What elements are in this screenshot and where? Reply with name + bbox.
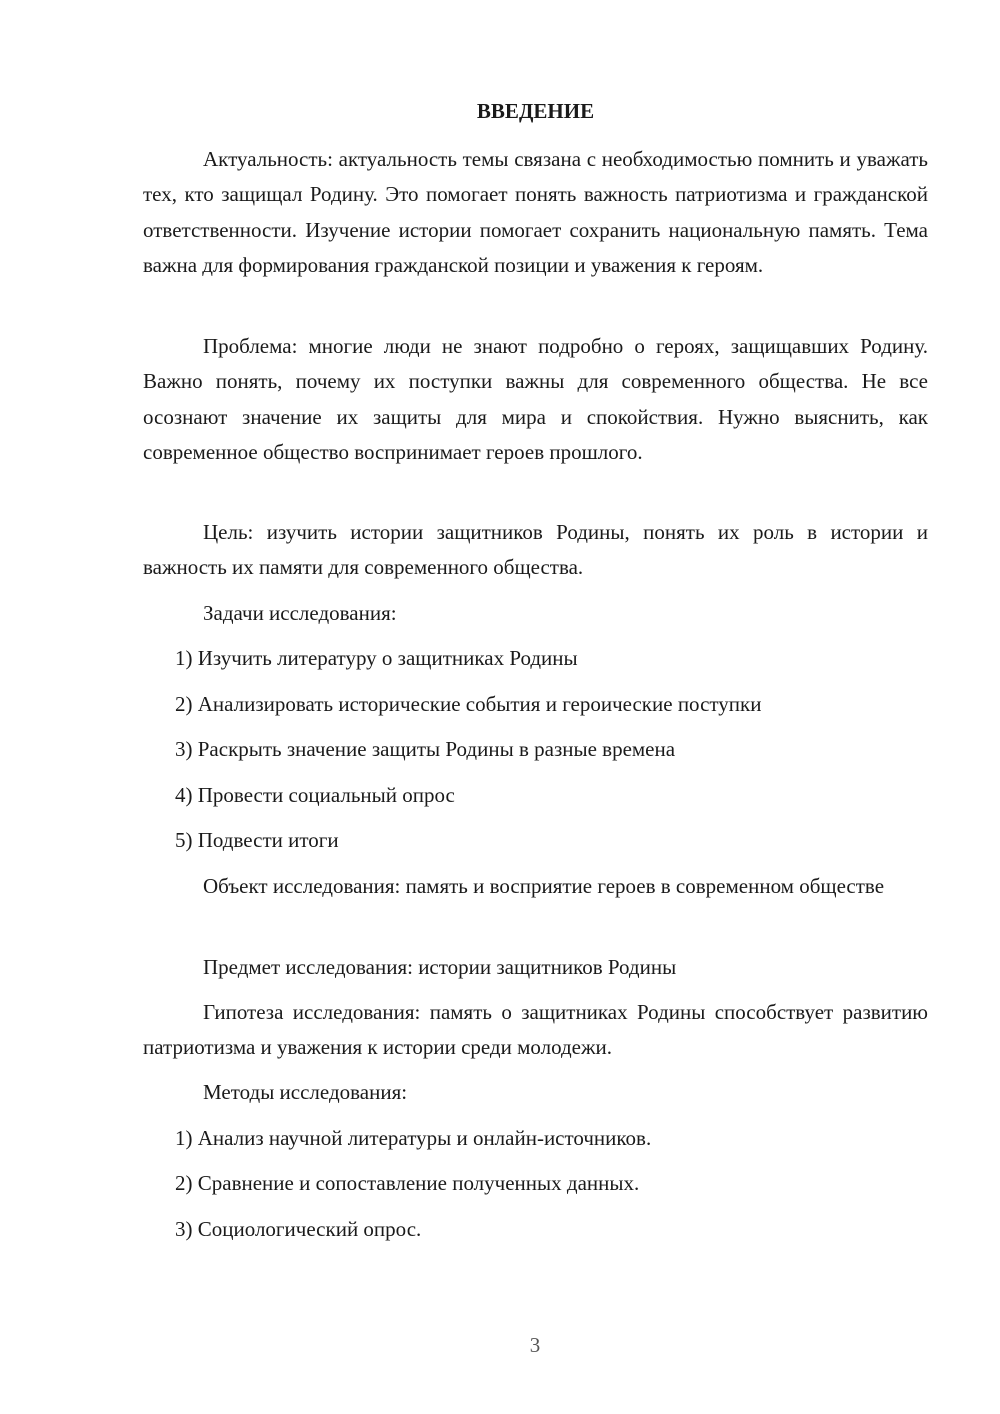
object-paragraph: Объект исследования: память и восприятие героев в современном обществе	[203, 874, 885, 898]
section-title: ВВЕДЕНИЕ	[476, 99, 595, 123]
task-item-5: 5) Подвести итоги	[175, 828, 339, 852]
method-item-3: 3) Социологический опрос.	[175, 1217, 422, 1241]
problem-paragraph: Проблема: многие люди не знают подробно о героях, защищавших Родину. Важно понять, почему их поступки важны для современного общества. Не все осознают значение их защиты для мира и спокойствия. Нужно выяснить, как современное общество воспринимает героев прошлого.	[143, 334, 928, 464]
task-item-2: 2) Анализировать исторические события и героические поступки	[175, 692, 762, 716]
task-item-1: 1) Изучить литературу о защитниках Родины	[175, 646, 578, 670]
task-item-4: 4) Провести социальный опрос	[175, 783, 455, 807]
task-item-3: 3) Раскрыть значение защиты Родины в разные времена	[175, 737, 676, 761]
method-item-1: 1) Анализ научной литературы и онлайн-источников.	[175, 1126, 652, 1150]
hypothesis-paragraph: Гипотеза исследования: память о защитниках Родины способствует развитию патриотизма и уважения к истории среди молодежи.	[143, 1000, 928, 1060]
method-item-2: 2) Сравнение и сопоставление полученных данных.	[175, 1171, 640, 1195]
relevance-paragraph: Актуальность: актуальность темы связана с необходимостью помнить и уважать тех, кто защищал Родину. Это помогает понять важность патриотизма и гражданской ответственности. Изучение истории помогает сохранить национальную память. Тема важна для формирования гражданской позиции и уважения к героям.	[143, 147, 928, 277]
subject-paragraph: Предмет исследования: истории защитников Родины	[203, 955, 677, 979]
methods-heading: Методы исследования:	[203, 1080, 408, 1104]
goal-paragraph: Цель: изучить истории защитников Родины, понять их роль в истории и важность их памяти для современного общества.	[143, 520, 928, 580]
page-number: 3	[529, 1333, 541, 1357]
tasks-heading: Задачи исследования:	[203, 601, 397, 625]
